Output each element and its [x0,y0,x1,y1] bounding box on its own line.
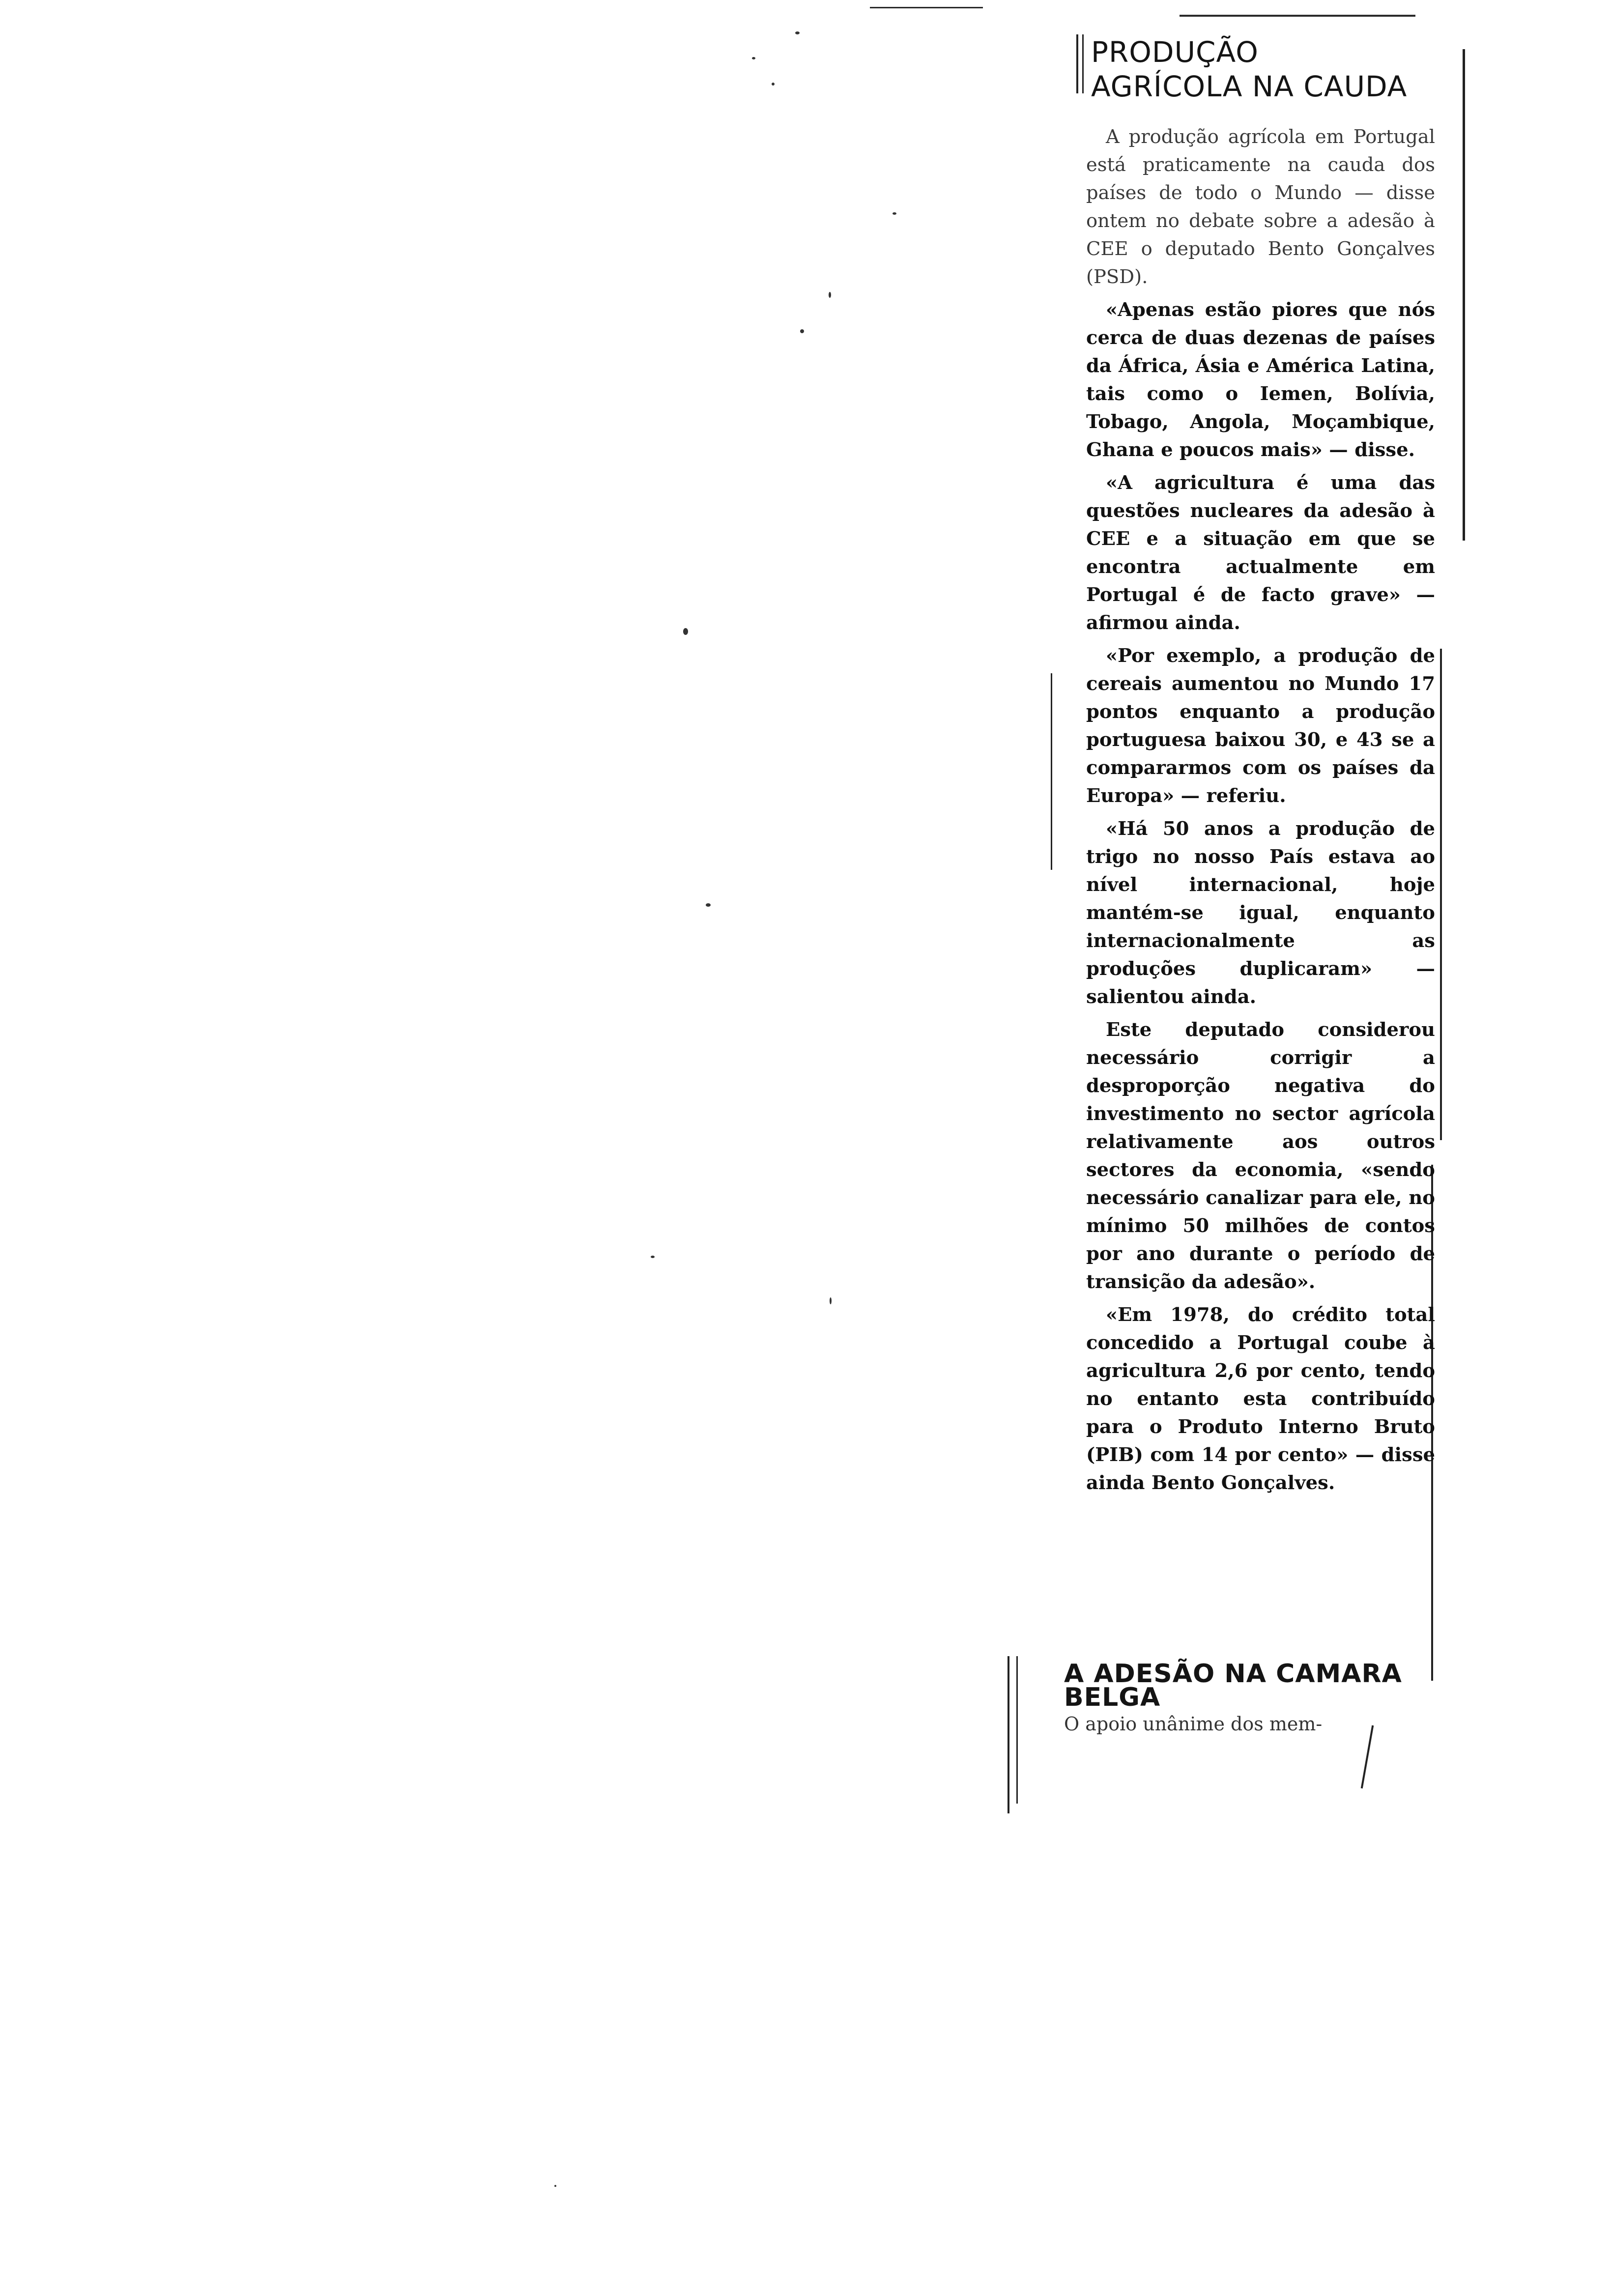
scan-speck [554,2185,556,2187]
column-rule-right-top [1463,49,1465,541]
column-rule-left-top-inner [1082,34,1084,93]
paragraph: A produção agrícola em Portugal está praticamente na cauda dos países de todo o Mundo — disse ontem no debate sobre a adesão à CEE o deputado Bento Gonçalves (PSD). [1086,126,1435,288]
scan-line-top-left [870,7,983,8]
scan-speck [706,903,711,907]
second-article-headline-line1: A ADESÃO NA CAMARA [1064,1659,1402,1689]
article-body [1086,123,1435,1502]
scan-speck [752,57,755,59]
scan-speck [800,329,804,333]
article-headline-line2: AGRÍCOLA NA CAUDA [1091,70,1408,103]
scan-speck [795,31,800,34]
newspaper-clipping [1008,34,1455,1754]
second-article-headline-line2: BELGA [1064,1683,1161,1712]
column-rule-left-bottom [1008,1656,1009,1813]
column-rule-left-middle [1051,673,1052,870]
scan-speck [830,1297,832,1304]
paragraph: «Apenas estão piores que nós cerca de duas dezenas de países da África, Ásia e América Latina, tais como o Iemen, Bolívia, Tobago, Angola, Moçambique, Ghana e poucos mais» — disse. [1086,299,1435,461]
scan-speck [829,292,831,298]
scan-speck [651,1256,655,1258]
paragraph: «Em 1978, do crédito total concedido a Portugal coube à agricultura 2,6 por cento, tendo no entanto esta contribuído para o Produto Interno Bruto (PIB) com 14 por cento» — disse ainda Bento Gonçalves. [1086,1304,1435,1494]
second-article-lead: O apoio unânime dos mem- [1064,1713,1323,1735]
paragraph: Este deputado considerou necessário corrigir a desproporção negativa do investimento no sector agrícola relativamente aos outros sectores da economia, «sendo necessário canalizar para ele, no mínimo 50 milhões de contos por ano durante o período de transição da adesão». [1086,1019,1435,1293]
scan-speck [683,628,688,635]
paragraph: «Há 50 anos a produção de trigo no nosso País estava ao nível internacional, hoje mantém-se igual, enquanto internacionalmente as produções duplicaram» — salientou ainda. [1086,818,1435,1008]
column-rule-left-bottom-inner [1016,1656,1018,1804]
scan-speck [772,83,775,86]
column-rule-right-middle [1440,649,1442,1140]
article-headline-line1: PRODUÇÃO [1091,35,1259,69]
paragraph: «Por exemplo, a produção de cereais aumentou no Mundo 17 pontos enquanto a produção portuguesa baixou 30, e 43 se a compararmos com os países da Europa» — referiu. [1086,645,1435,807]
second-article [1044,1656,1433,1738]
scan-speck [892,212,896,215]
column-rule-left-top [1076,34,1078,93]
paragraph: «A agricultura é uma das questões nucleares da adesão à CEE e a situação em que se encontra actualmente em Portugal é de facto grave» — afirmou ainda. [1086,472,1435,634]
scan-line-top-right [1180,15,1415,17]
